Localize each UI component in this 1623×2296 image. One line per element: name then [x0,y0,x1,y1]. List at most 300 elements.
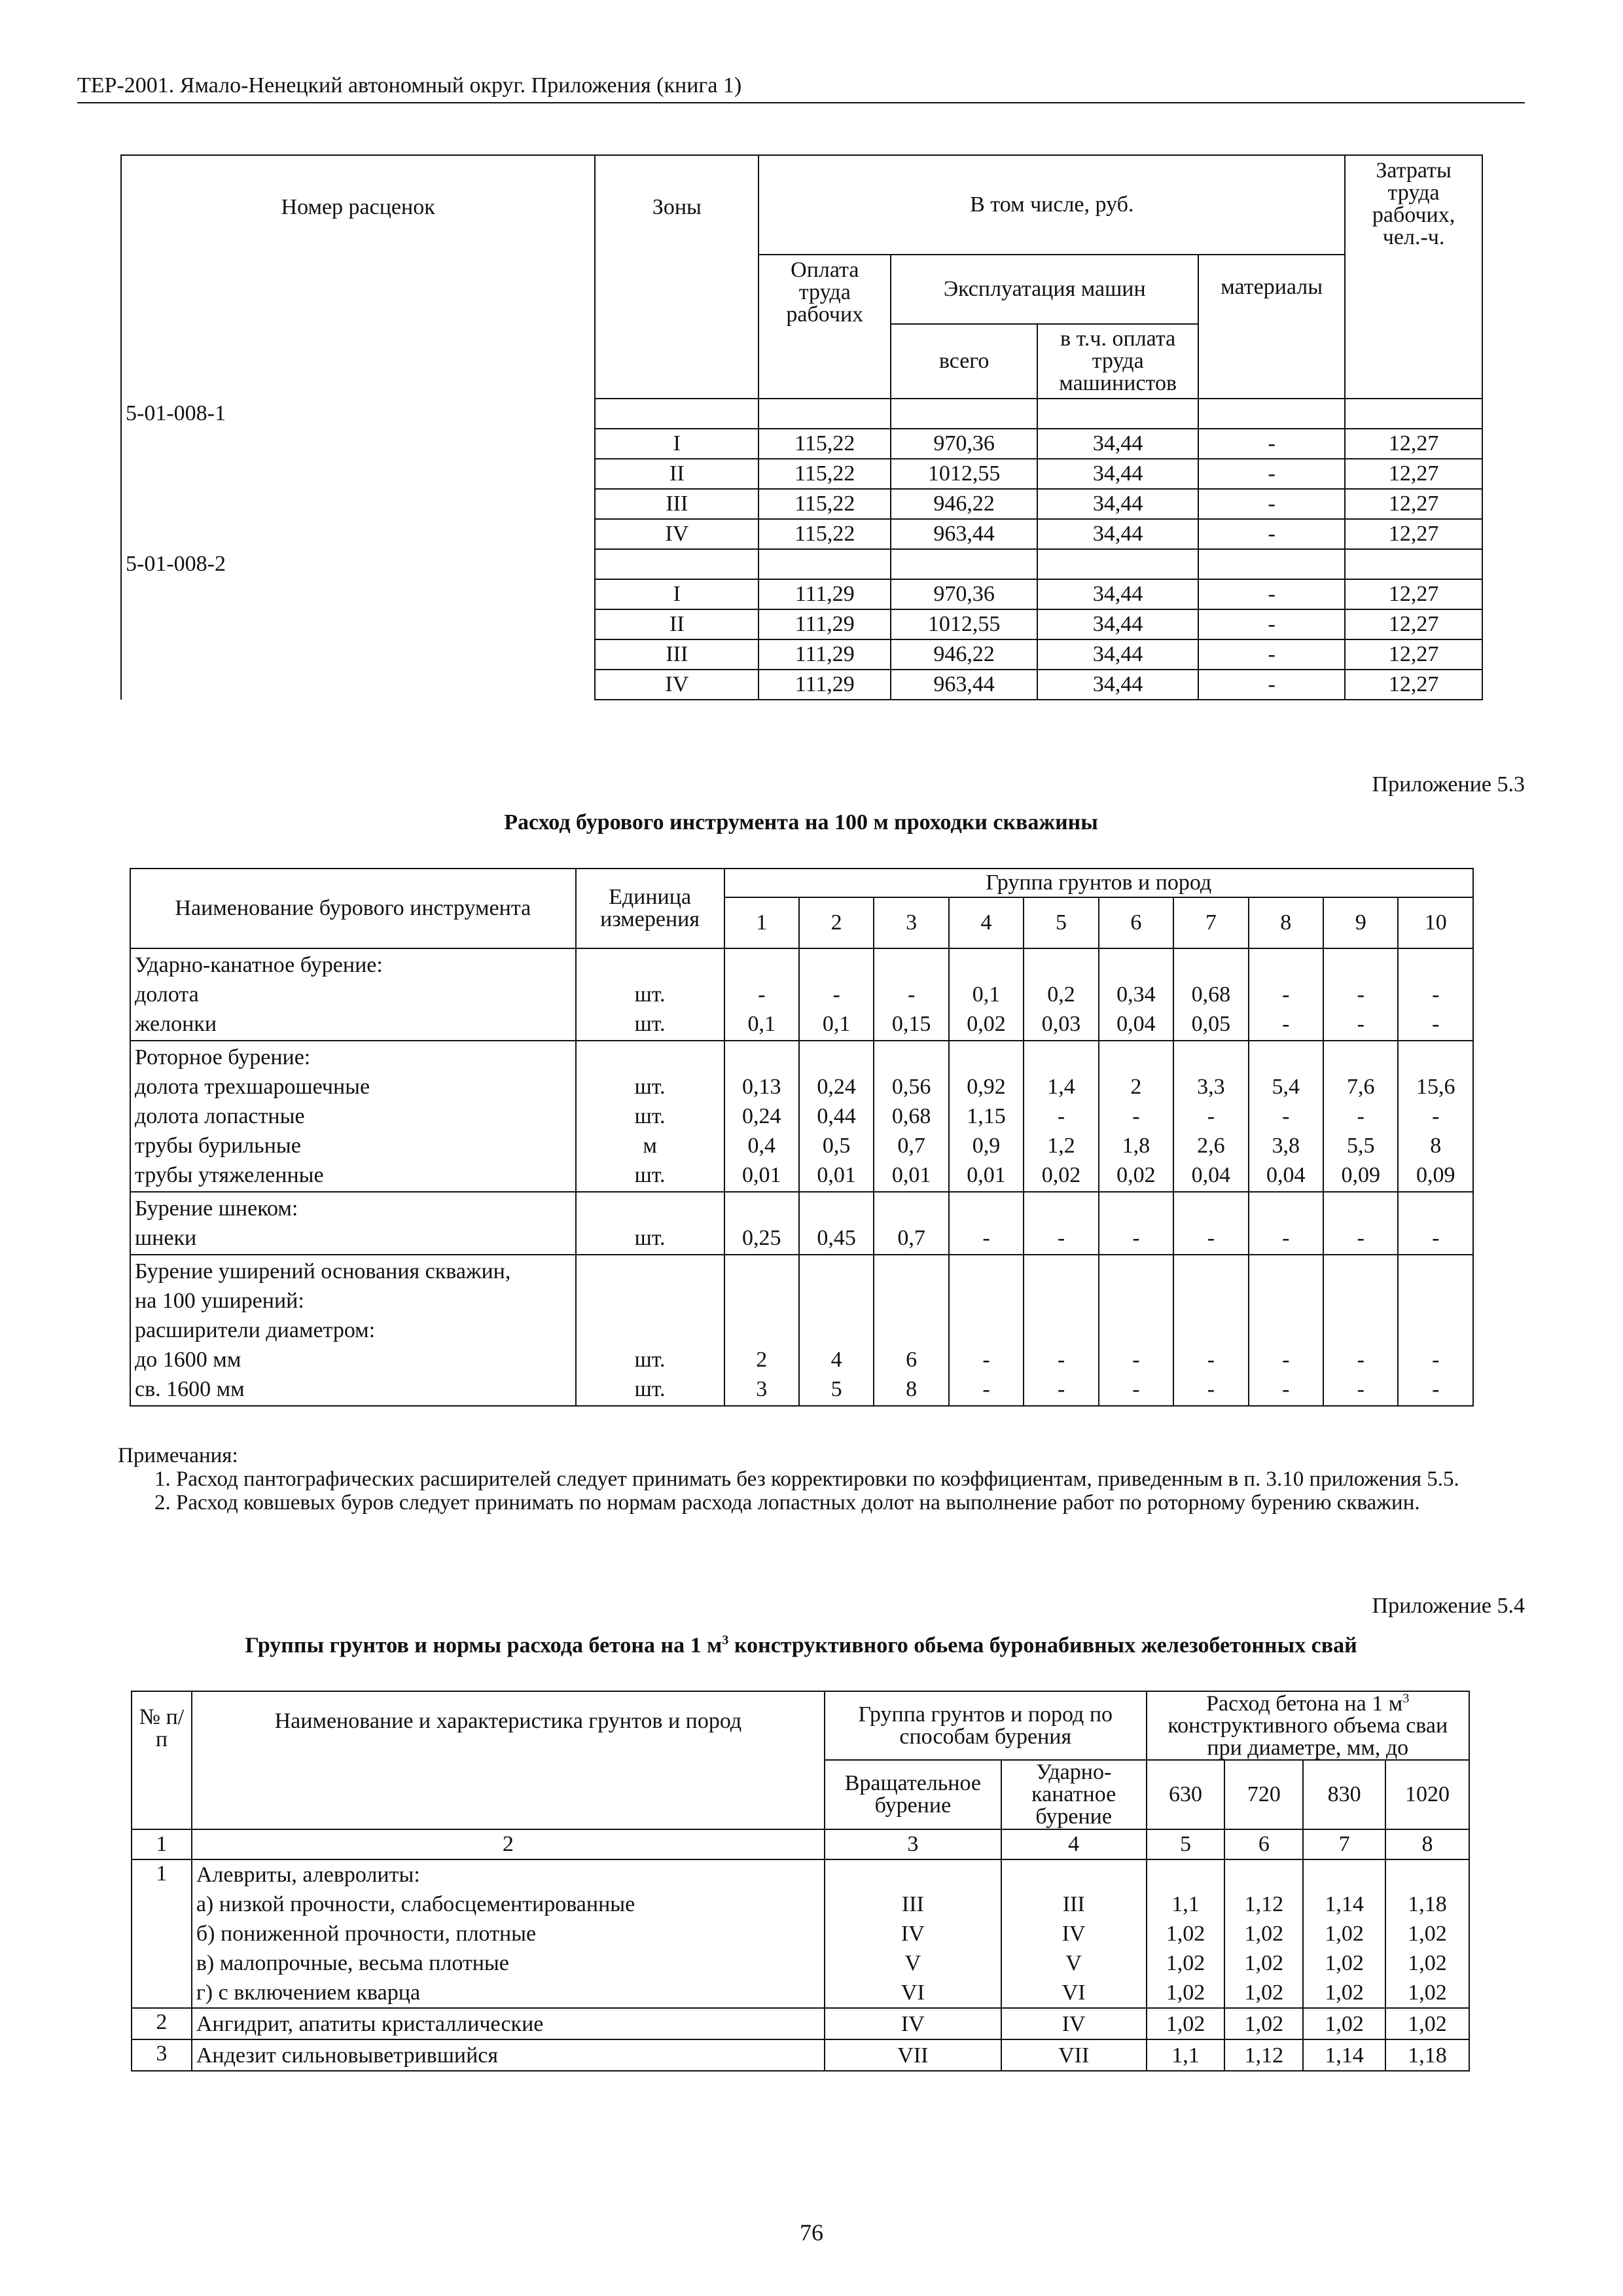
empty-cell [1037,399,1198,429]
concrete-value: 1,02 [1244,2011,1284,2036]
table-row [121,459,1482,489]
group-number: 5 [1024,897,1098,948]
tool-value: 0,1 [972,982,1001,1007]
materials-cell: - [1198,639,1345,670]
labor-cost-cell: 12,27 [1345,670,1482,700]
tool-value: 0,68 [891,1104,931,1128]
group-values [1099,1255,1173,1406]
tool-value [878,950,944,980]
table-row [121,639,1482,670]
rotary-groups [825,2008,1001,2039]
group-values [1173,1041,1248,1192]
header-materials: материалы [1198,255,1345,399]
concrete-value: 1,18 [1408,2043,1447,2068]
tool-unit [580,1257,720,1286]
table-row [121,609,1482,639]
tool-value: 0,01 [817,1163,856,1187]
tool-value [1328,1257,1393,1286]
materials-cell: - [1198,670,1345,700]
tool-value: 0,02 [1116,1163,1156,1187]
header-group-methods: Группа грунтов и пород по способам бурения [825,1691,1147,1760]
percussion-groups [1001,2039,1147,2071]
soil-name: Алевриты, алевролиты: [196,1863,420,1888]
concrete-values [1303,2008,1385,2039]
tool-value: 0,05 [1191,1012,1231,1036]
group-values [1024,948,1098,1041]
group-values [1024,1041,1098,1192]
tool-name: Бурение уширений основания скважин, [135,1259,511,1283]
group-number: 2 [799,897,874,948]
group-values [724,1041,799,1192]
wage-cell: 111,29 [758,609,891,639]
concrete-values [1385,2008,1469,2039]
empty-cell [121,489,595,519]
tool-value: 0,01 [741,1163,781,1187]
group-values [1099,948,1173,1041]
concrete-values [1147,2008,1225,2039]
tool-value [804,1194,869,1223]
tool-value [1328,1286,1393,1316]
tool-value: 2,6 [1197,1134,1225,1158]
drivers-wage-cell: 34,44 [1037,429,1198,459]
header-unit: Единица измерения [576,869,724,948]
soil-names [192,1859,825,2008]
tool-value [1178,950,1243,980]
percussion-groups [1001,1859,1147,2008]
machines-total-cell: 970,36 [891,579,1037,609]
tool-value: - [1282,1377,1290,1401]
group-number: 4 [949,897,1024,948]
labor-cost-cell: 12,27 [1345,639,1482,670]
tool-value: - [1057,1348,1065,1372]
wage-cell: 115,22 [758,519,891,549]
tool-value: 0,04 [1116,1012,1156,1036]
concrete-value: 1,18 [1408,1892,1447,1917]
tool-value [1253,1286,1319,1316]
tool-units [576,1255,724,1406]
rotary-group: V [904,1951,921,1976]
drivers-wage-cell: 34,44 [1037,489,1198,519]
tool-value: 1,2 [1047,1134,1075,1158]
concrete-values [1224,2039,1303,2071]
zone-cell: IV [595,519,758,549]
group-values [949,1041,1024,1192]
tool-value: 0,09 [1341,1163,1380,1187]
tool-value: - [1282,1104,1290,1128]
column-number: 1 [132,1829,192,1859]
page-number: 76 [800,2219,823,2246]
tool-value [1253,950,1319,980]
tool-value: - [832,982,840,1007]
tool-name: шнеки [135,1226,197,1250]
header-labor-cost: Затраты труда рабочих, чел.-ч. [1345,155,1482,399]
materials-cell: - [1198,429,1345,459]
header-drivers-wage: в т.ч. оплата труда машинистов [1037,324,1198,399]
labor-cost-cell: 12,27 [1345,519,1482,549]
tool-value [1402,1043,1469,1072]
percussion-group: VI [1061,1981,1086,2005]
tool-name: трубы утяжеленные [135,1163,324,1187]
tool-value: 3,8 [1272,1134,1300,1158]
drivers-wage-cell: 34,44 [1037,639,1198,670]
tool-value: 0,4 [747,1134,776,1158]
tool-value: - [1282,1012,1290,1036]
tool-value: - [982,1348,990,1372]
tool-value [954,950,1019,980]
percussion-group: V [1065,1951,1082,1976]
group-values [1173,1255,1248,1406]
tool-value [729,950,794,980]
labor-cost-cell: 12,27 [1345,459,1482,489]
drivers-wage-cell: 34,44 [1037,670,1198,700]
wage-cell: 115,22 [758,489,891,519]
concrete-value: 1,02 [1325,2011,1364,2036]
table-row [132,2008,1469,2039]
tool-value: - [1432,1104,1440,1128]
page-header: ТЕР-2001. Ямало-Ненецкий автономный округ. Приложения (книга 1) [77,73,1525,103]
zone-cell: II [595,459,758,489]
column-number: 7 [1303,1829,1385,1859]
tool-name: желонки [135,1012,217,1036]
rotary-group [829,1860,997,1890]
concrete-value: 1,02 [1408,1981,1447,2005]
tool-value [1028,1316,1094,1345]
header-concrete-part: конструктивного объема сваи при диаметре, мм, до [1168,1713,1448,1761]
empty-cell [1037,549,1198,579]
zone-cell: II [595,609,758,639]
empty-cell [758,399,891,429]
concrete-values [1385,2039,1469,2071]
materials-cell: - [1198,489,1345,519]
tool-value: - [1207,1377,1215,1401]
wage-cell: 115,22 [758,459,891,489]
group-values [874,1041,948,1192]
concrete-value: 1,14 [1325,2043,1364,2068]
tool-value: 0,44 [817,1104,856,1128]
tool-value: - [1432,1377,1440,1401]
tool-names [130,1255,576,1406]
tool-unit: шт. [634,982,666,1007]
table-row [121,489,1482,519]
materials-cell: - [1198,609,1345,639]
machines-total-cell: 1012,55 [891,609,1037,639]
row-number: 1 [132,1859,192,2008]
tool-name: долота трехшарошечные [135,1075,370,1099]
tool-unit: шт. [634,1104,666,1128]
tool-unit: шт. [634,1012,666,1036]
concrete-value: 1,02 [1166,2011,1205,2036]
tool-value: - [982,1226,990,1250]
empty-cell [1345,549,1482,579]
tool-value [1178,1316,1243,1345]
tool-value: 0,15 [891,1012,931,1036]
tool-unit [580,950,720,980]
table-row [121,519,1482,549]
header-wage: Оплата труда рабочих [758,255,891,399]
tool-value: 0,68 [1191,982,1231,1007]
tool-value: 0,24 [817,1075,856,1099]
tool-value [729,1316,794,1345]
group-values [1398,1192,1473,1255]
tool-value [729,1286,794,1316]
table-title: Расход бурового инструмента на 100 м проходки скважины [504,810,1098,834]
tool-name: Бурение шнеком: [135,1196,298,1221]
tool-value: - [1282,982,1290,1007]
tool-value: 8 [906,1377,918,1401]
tool-unit: шт. [634,1163,666,1187]
group-number: 7 [1173,897,1248,948]
column-number: 8 [1385,1829,1469,1859]
tool-value: - [1132,1226,1140,1250]
column-number: 4 [1001,1829,1147,1859]
tool-value: 0,09 [1416,1163,1455,1187]
tool-value [1253,1257,1319,1286]
empty-cell [121,429,595,459]
soil-name: б) пониженной прочности, плотные [196,1922,537,1946]
rate-code: 5-01-008-1 [121,399,595,429]
soil-name: а) низкой прочности, слабосцементированные [196,1892,635,1917]
tool-value: - [1432,982,1440,1007]
group-values [799,948,874,1041]
empty-cell [1198,549,1345,579]
tool-value [804,1286,869,1316]
tool-unit: шт. [634,1226,666,1250]
tool-value [1103,1316,1169,1345]
tool-value: - [1057,1104,1065,1128]
tool-value: - [1432,1226,1440,1250]
machines-total-cell: 1012,55 [891,459,1037,489]
group-values [949,1255,1024,1406]
empty-cell [121,459,595,489]
tool-value: - [1282,1348,1290,1372]
percussion-group: VII [1058,2043,1090,2068]
concrete-value: 1,12 [1244,2043,1284,2068]
tool-value: 0,13 [741,1075,781,1099]
tool-name: св. 1600 мм [135,1377,245,1401]
group-values [724,1192,799,1255]
header-zones: Зоны [595,155,758,399]
percussion-group [1006,1860,1142,1890]
rate-group-row [121,549,1482,579]
tool-value: 7,6 [1346,1075,1375,1099]
group-values [724,948,799,1041]
appendix-label: Приложение 5.4 [1372,1594,1525,1618]
concrete-value: 1,02 [1325,1981,1364,2005]
percussion-groups [1001,2008,1147,2039]
tool-units [576,948,724,1041]
tool-value: 2 [756,1348,768,1372]
tool-value [878,1257,944,1286]
header-concrete-part: Расход бетона на 1 м [1206,1691,1403,1716]
wage-cell: 111,29 [758,670,891,700]
concrete-value: 1,02 [1408,2011,1447,2036]
tool-unit: шт. [634,1075,666,1099]
tool-name: долота [135,982,199,1007]
materials-cell: - [1198,579,1345,609]
tool-value [1028,1286,1094,1316]
notes [118,1444,1525,1515]
table-row [121,429,1482,459]
tool-name: Роторное бурение: [135,1045,311,1069]
tool-value: 3,3 [1197,1075,1225,1099]
labor-cost-cell: 12,27 [1345,609,1482,639]
group-values [1323,948,1398,1041]
concrete-value: 1,1 [1171,1892,1200,1917]
tool-unit: шт. [634,1377,666,1401]
percussion-group: III [1062,1892,1085,1917]
tool-value: 3 [756,1377,768,1401]
diameter: 1020 [1385,1760,1469,1829]
table-row [132,1859,1469,2008]
tool-value [804,1316,869,1345]
empty-cell [121,609,595,639]
concrete-value [1151,1860,1221,1890]
table-row [121,670,1482,700]
drilling-tools-table [130,868,1474,1407]
empty-cell [121,639,595,670]
concrete-values [1385,1859,1469,2008]
concrete-values [1224,1859,1303,2008]
tool-value [1103,1286,1169,1316]
group-values [799,1041,874,1192]
tool-value [878,1316,944,1345]
tool-value [1253,1194,1319,1223]
soil-name: г) с включением кварца [196,1981,421,2005]
tool-value [1028,1043,1094,1072]
group-number: 9 [1323,897,1398,948]
machines-total-cell: 970,36 [891,429,1037,459]
tool-value: - [1057,1226,1065,1250]
group-values [874,948,948,1041]
tool-value: 0,2 [1047,982,1075,1007]
column-number: 6 [1224,1829,1303,1859]
labor-cost-cell: 12,27 [1345,489,1482,519]
tool-name: до 1600 мм [135,1348,241,1372]
tool-value: - [1207,1104,1215,1128]
tool-value: 5,5 [1346,1134,1375,1158]
labor-cost-cell: 12,27 [1345,579,1482,609]
concrete-value: 1,02 [1325,1951,1364,1976]
tool-unit [580,1194,720,1223]
header-soil-name: Наименование и характеристика грунтов и пород [192,1691,825,1829]
tool-value: 0,1 [747,1012,776,1036]
tool-value [1402,950,1469,980]
empty-cell [595,399,758,429]
tool-section [130,1041,1473,1192]
tool-value: 1,4 [1047,1075,1075,1099]
tool-name: трубы бурильные [135,1134,301,1158]
group-values [1398,948,1473,1041]
concrete-value [1308,1860,1381,1890]
empty-cell [121,670,595,700]
tool-value: 0,45 [817,1226,856,1250]
zone-cell: I [595,579,758,609]
group-values [1323,1041,1398,1192]
rotary-group: VI [901,1981,925,2005]
tool-value [1178,1043,1243,1072]
group-values [1323,1192,1398,1255]
tool-value [954,1286,1019,1316]
percussion-group: IV [1061,2011,1086,2036]
tool-value: 0,02 [1041,1163,1081,1187]
concrete-value [1229,1860,1298,1890]
concrete-value: 1,02 [1166,1981,1205,2005]
tool-value: 0,7 [897,1226,925,1250]
tool-value: 5 [830,1377,842,1401]
group-values [1398,1041,1473,1192]
zone-cell: III [595,639,758,670]
concrete-value: 1,12 [1244,1892,1284,1917]
row-number: 3 [132,2039,192,2071]
group-values [1024,1255,1098,1406]
tool-value [1402,1316,1469,1345]
tool-value [1178,1257,1243,1286]
group-number: 3 [874,897,948,948]
tool-value [1253,1043,1319,1072]
wage-cell: 111,29 [758,639,891,670]
tool-value [954,1316,1019,1345]
concrete-values [1147,2039,1225,2071]
tool-value [1402,1257,1469,1286]
column-number: 5 [1147,1829,1225,1859]
tool-value: 1,8 [1122,1134,1150,1158]
soil-names [192,2008,825,2039]
tool-value: 0,01 [891,1163,931,1187]
tool-value: - [1132,1104,1140,1128]
percussion-group: IV [1061,1922,1086,1946]
tool-value [1178,1286,1243,1316]
tool-name: расширители диаметром: [135,1318,376,1342]
tool-value: 0,04 [1191,1163,1231,1187]
empty-cell [595,549,758,579]
machines-total-cell: 963,44 [891,519,1037,549]
tool-value [954,1043,1019,1072]
group-values [724,1255,799,1406]
header-machines-total: всего [891,324,1037,399]
notes-heading: Примечания: [118,1444,238,1467]
group-values [1024,1192,1098,1255]
concrete-value: 1,02 [1244,1922,1284,1946]
table-row [121,579,1482,609]
header-rate-number: Номер расценок [121,155,595,399]
empty-cell [758,549,891,579]
title-part: конструктивного обьема буронабивных железобетонных свай [728,1633,1357,1658]
rate-group-row [121,399,1482,429]
tool-value: - [1132,1348,1140,1372]
group-values [799,1192,874,1255]
tool-value [729,1257,794,1286]
tool-value: - [1207,1226,1215,1250]
concrete-value: 1,02 [1325,1922,1364,1946]
column-number: 3 [825,1829,1001,1859]
appendix-label: Приложение 5.3 [1372,772,1525,797]
tool-value [804,950,869,980]
machines-total-cell: 963,44 [891,670,1037,700]
title-part: Группы грунтов и нормы расхода бетона на 1 м [245,1633,722,1658]
tool-value [1103,1043,1169,1072]
tool-value [1253,1316,1319,1345]
tool-value: 6 [906,1348,918,1372]
drivers-wage-cell: 34,44 [1037,609,1198,639]
header-no: № п/п [132,1691,192,1829]
drivers-wage-cell: 34,44 [1037,459,1198,489]
concrete-values [1224,2008,1303,2039]
group-values [1398,1255,1473,1406]
tool-name: на 100 уширений: [135,1289,304,1313]
rotary-groups [825,1859,1001,2008]
rotary-groups [825,2039,1001,2071]
tool-value: - [1207,1348,1215,1372]
